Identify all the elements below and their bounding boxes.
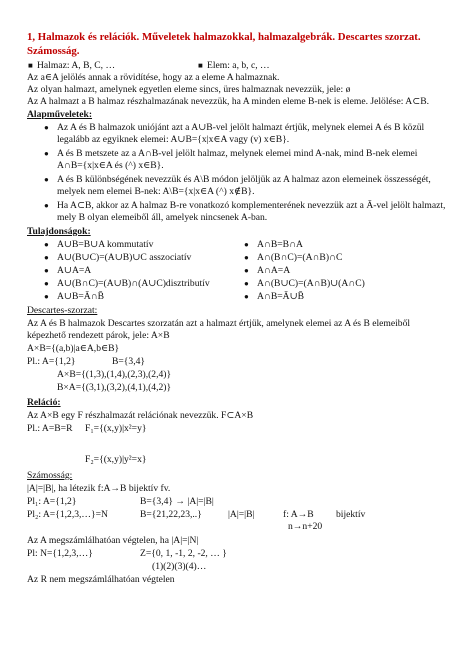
intersection-definition: A és B metszete az a A∩B-vel jelölt halmaz, melynek elemei mind A-nak, mind B-nek elemei [57,148,418,159]
szamossag-example-3a: Pl: N={1,2,3,…} [27,548,93,559]
szamossag-example-1a: Pl₁: A={1,2} [27,496,77,507]
property-left: A∪B=B∪A kommutatív [57,239,154,250]
descartes-bxa: B×A={(3,1),(3,2),(4,1),(4,2)} [57,382,172,393]
property-left: A∪B=Ā∩B̄ [57,291,105,302]
descartes-line-1: Az A és B halmazok Descartes szorzatán azt a halmazt értjük, amelynek elemei az A és B elemeiből [27,318,411,329]
title-line-1: 1, Halmazok és relációk. Műveletek halmazokkal, halmazalgebrák. Descartes szorzat. [27,31,421,43]
elem-label: Elem: a, b, c, … [207,60,270,71]
bullet-icon: ● [44,123,49,132]
union-definition: Az A és B halmazok uniójánt azt a A∪B-vel jelölt halmazt értjük, melynek elemei A és B közül [57,122,425,133]
property-left: A∪(B∪C)=(A∪B)∪C asszociatív [57,252,192,263]
szamossag-heading: Számosság: [27,470,73,481]
relacio-f2: F₂={(x,y)|y²=x} [85,454,147,465]
szamossag-example-3b: Z={0, 1, -1, 2, -2, … } [140,548,227,559]
intro-line-1: Az a∈A jelölés annak a rövidítése, hogy az a eleme A halmaznak. [27,72,280,83]
szamossag-example-2a: Pl₂: A={1,2,3,…}=N [27,509,108,520]
relacio-heading: Reláció: [27,397,61,408]
bullet-icon: ● [44,201,49,210]
szamossag-line-8: Az R nem megszámlálhatóan végtelen [27,574,175,585]
title-line-2: Számosság. [27,45,80,57]
tulajdonsagok-heading: Tulajdonságok: [27,226,91,237]
intro-line-2: Az olyan halmazt, amelynek egyetlen eleme sincs, üres halmaznak nevezzük, jele: ø [27,84,351,95]
difference-definition: A és B különbségének nevezzük és A\B módon jelöljük az A halmaz azon elemeinek összességét, [57,174,431,185]
descartes-formula: A×B={(a,b)|a∈A,b∈B} [27,343,120,354]
bullet-icon: ● [44,240,49,249]
property-right: A∩B=B∩A [257,239,303,250]
bullet-icon: ● [44,266,49,275]
relacio-example: Pl.: A=B=R [27,423,73,434]
bullet-icon: ● [44,253,49,262]
bullet-icon: ■ [198,61,203,70]
bullet-icon: ● [244,253,249,262]
property-right: A∩A=A [257,265,291,276]
bullet-icon: ● [44,279,49,288]
bullet-icon: ● [44,149,49,158]
szamossag-example-1b: B={3,4} → |A|=|B| [140,496,214,507]
relacio-f1: F₁={(x,y)|x²=y} [85,423,147,434]
bullet-icon: ● [244,292,249,301]
bullet-icon: ■ [28,61,33,70]
bullet-icon: ● [244,266,249,275]
szamossag-enumeration: (1)(2)(3)(4)… [152,561,207,572]
szamossag-mapping: n→n+20 [288,521,323,532]
szamossag-line-5: Az A megszámlálhatóan végtelen, ha |A|=|N| [27,535,199,546]
bullet-icon: ● [244,279,249,288]
descartes-line-2: képezhető rendezett párok, jele: A×B [27,330,170,341]
szamossag-line-1: |A|=|B|, ha létezik f:A→B bijektív fv. [27,483,171,494]
bullet-icon: ● [44,175,49,184]
descartes-axb: A×B={(1,3),(1,4),(2,3),(2,4)} [57,369,172,380]
descartes-example-a: Pl.: A={1,2} [27,356,76,367]
property-right: A∩(B∩C)=(A∩B)∩C [257,252,343,263]
property-right: A∩(B∪C)=(A∩B)∪(A∩C) [257,278,365,289]
union-formula: legalább az egyiknek elemei: A∪B={x|x∈A vagy (v) x∈B}. [57,134,290,145]
complement-text: mely B olyan elemeiből áll, amelyek nincsenek A-ban. [57,212,268,223]
intersection-formula: A∩B={x|x∈A és (^) x∈B}. [57,160,164,171]
property-left: A∪(B∩C)=(A∪B)∩(A∪C)disztributív [57,278,210,289]
descartes-heading: Descartes-szorzat: [27,305,98,316]
descartes-example-b: B={3,4} [112,356,146,367]
relacio-line-1: Az A×B egy F részhalmazát relációnak nevezzük. F⊂A×B [27,410,254,421]
bullet-icon: ● [44,292,49,301]
bullet-icon: ● [244,240,249,249]
alapmuveletek-heading: Alapműveletek: [27,109,93,120]
halmaz-label: Halmaz: A, B, C, … [37,60,116,71]
szamossag-example-2c: |A|=|B| [228,509,255,520]
szamossag-example-2d: f: A→B [283,509,314,520]
szamossag-example-2b: B={21,22,23,..} [140,509,202,520]
property-left: A∪A=A [57,265,92,276]
szamossag-example-2e: bijektív [336,509,366,520]
property-right: A∩B=Ā∪B̄ [257,291,305,302]
difference-formula: melyek nem elemei B-nek: A\B={x|x∈A (^) x∉B}. [57,186,255,197]
intro-line-3: Az A halmazt a B halmaz részhalmazának nevezzük, ha A minden eleme B-nek is eleme. Jelölése: A⊂B. [27,96,430,107]
complement-definition: Ha A⊂B, akkor az A halmaz B-re vonatkozó komplementerének nevezzük azt a Ā-vel jelölt halmazt, [57,200,446,211]
